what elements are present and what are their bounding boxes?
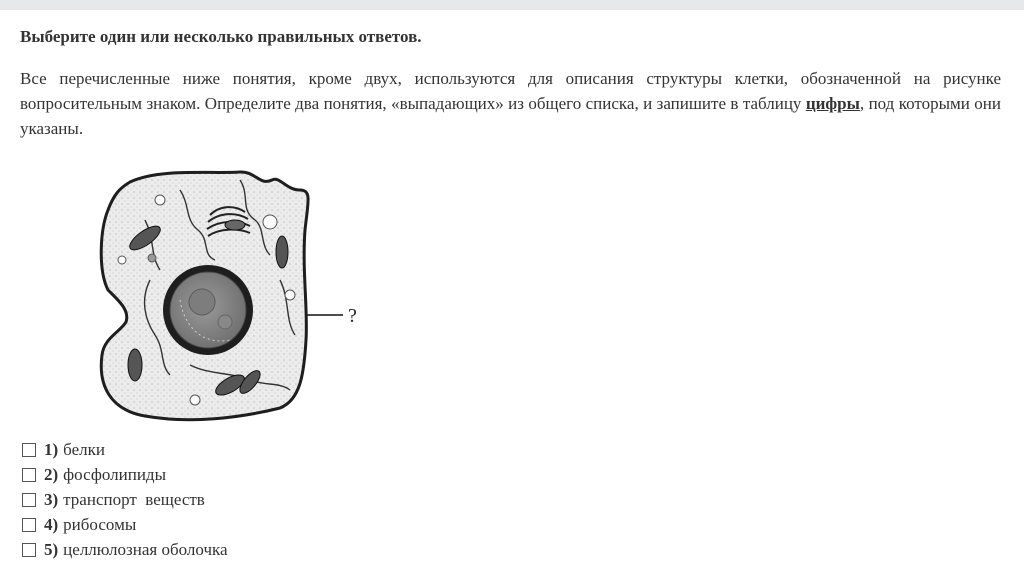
option-text: рибосомы	[63, 514, 137, 534]
option-number: 4)	[44, 514, 59, 534]
answer-options	[22, 437, 228, 562]
option-number: 3)	[44, 489, 59, 509]
animal-cell-drawing	[90, 160, 380, 430]
option-1[interactable]	[22, 437, 228, 462]
checkbox-icon[interactable]	[22, 493, 36, 507]
option-text: белки	[63, 439, 105, 459]
checkbox-icon[interactable]	[22, 543, 36, 557]
option-2[interactable]	[22, 462, 228, 487]
option-3[interactable]	[22, 487, 228, 512]
option-number: 1)	[44, 439, 59, 459]
pointer-label: ?	[348, 305, 357, 327]
nucleolus	[189, 289, 215, 315]
option-text: фосфолипиды	[63, 464, 167, 484]
option-number: 2)	[44, 464, 59, 484]
option-4[interactable]	[22, 512, 228, 537]
question-part-1: Все перечисленные ниже понятия, кроме двух, используются для описания структуры клетки, обозначенной на рисунке вопросительным знаком. Определите два понятия, «выпадающих» из общего списка, и запишите в таблицу	[20, 69, 1001, 113]
top-bar	[0, 0, 1024, 10]
checkbox-icon[interactable]	[22, 518, 36, 532]
question-part-2: , под которыми они указаны.	[20, 94, 1001, 138]
option-number: 5)	[44, 539, 59, 559]
checkbox-icon[interactable]	[22, 443, 36, 457]
instruction-text: Выберите один или несколько правильных ответов.	[20, 27, 422, 46]
checkbox-icon[interactable]	[22, 468, 36, 482]
cell-figure	[90, 160, 380, 430]
option-text: транспорт веществ	[63, 489, 205, 509]
question-emphasis: цифры	[805, 94, 860, 113]
option-5[interactable]	[22, 537, 228, 562]
question-text	[20, 66, 1001, 141]
option-text: целлюлозная оболочка	[63, 539, 228, 559]
